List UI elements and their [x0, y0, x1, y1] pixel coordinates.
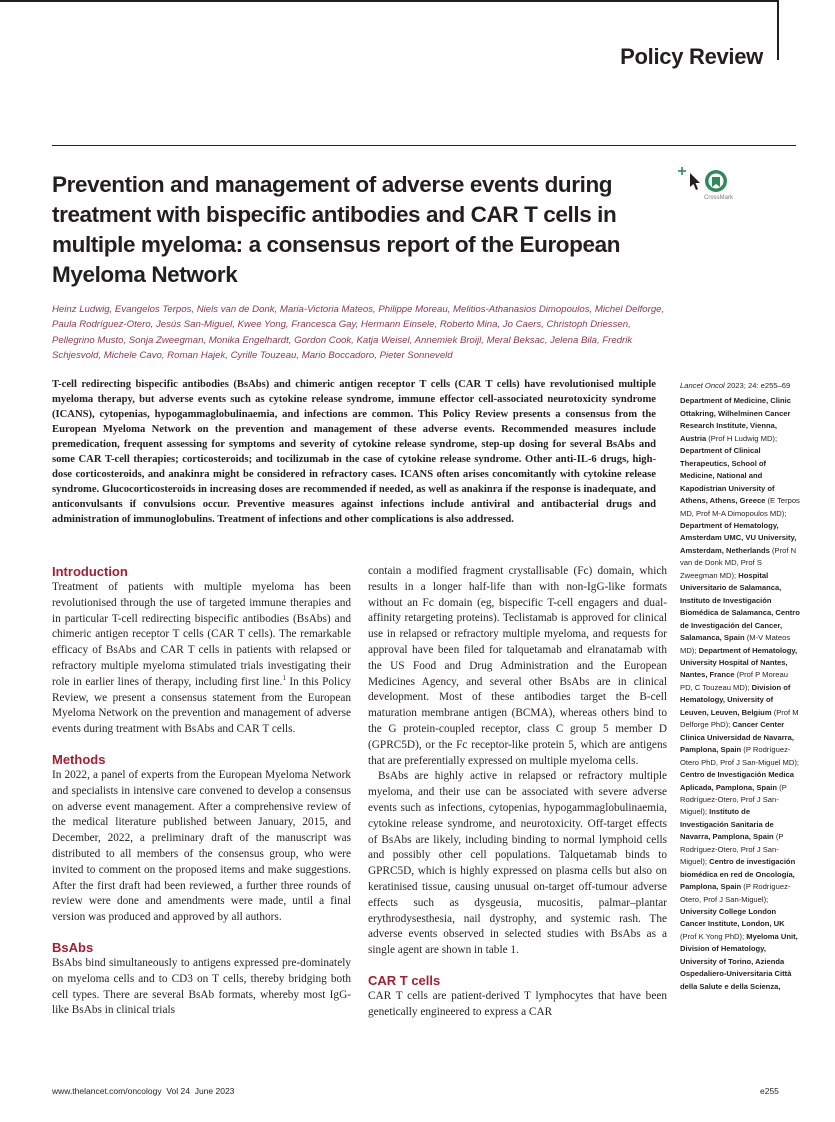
affiliation-authors: (P Rodríguez-Otero PhD, Prof J San-Miguel MD); — [680, 745, 800, 767]
heading-methods: Methods — [52, 751, 106, 767]
article-title: Prevention and management of adverse events during treatment with bispecific antibodies and CAR T cells in multiple myeloma: a consensus report of the European Myeloma Network — [52, 172, 621, 287]
affiliation-authors: (P Rodríguez-Otero, Prof J San-Miguel); — [680, 832, 784, 867]
affiliation-institution: Cancer Center Clinica Universidad de Navarra, Pamplona, Spain — [680, 720, 794, 755]
affiliation-authors: (Prof H Ludwig MD); — [706, 433, 778, 443]
affiliation-authors: (P Rodríguez-Otero, Prof J San-Miguel); — [680, 882, 791, 904]
affiliation-authors: (Prof P Moreau PD, C Touzeau MD); — [680, 670, 788, 692]
affiliation-authors: (P Rodríguez-Otero, Prof J San-Miguel); — [680, 782, 787, 817]
paragraph-introduction: Treatment of patients with multiple myeloma has been revolutionised through the use of targeted immune therapies and in particular T-cell redirecting bispecific antibodies (BsAbs) and chimeric antigen receptor T cells (CAR T cells). The remarkable efficacy of BsAbs and CAR T cells in patients with relapsed or refractory multiple myeloma stimulated trials investigating their role in earlier lines of therapy, including first line.$^1$ In this Policy Review, we present a consensus statement from the European Myeloma Network on the prevention and management of adverse events during treatment with BsAbs and CAR T cells. — [52, 581, 351, 736]
footer-journal-info — [52, 1086, 234, 1096]
affiliation-institution: Hospital Universitario de Salamanca, Instituto de Investigación Biomédica de Salamanca, Centro de Investigación del Cancer, Salamanca, Spain — [680, 570, 800, 643]
affiliation-authors: (E Terpos MD, Prof M-A Dimopoulos MD); — [680, 496, 800, 518]
affiliation-institution: Instituto de Investigación Sanitaria de Navarra, Pamplona, Spain — [680, 807, 774, 842]
summary-abstract: T-cell redirecting bispecific antibodies (BsAbs) and chimeric antigen receptor T cells (CAR T cells) have revolutionised multiple myeloma therapy, but adverse events such as cytokine release syndrome, immune effector cell-associated neurotoxicity syndrome (ICANS), cytopenias, hypogammaglobulinaemia, and infections are common. This Policy Review presents a consensus from the European Myeloma Network on the prevention and management of these adverse events. Recommended measures include premedication, frequent assessing for symptoms and severity of cytokine release syndrome, step-up dosing for several BsAbs and some CAR T-cell therapies; corticosteroids; and tocilizumab in the case of cytokine release syndrome. Other anti-IL-6 drugs, high-dose corticosteroids, and anakinra might be considered in refractory cases. ICANS often arises concomitantly with cytokine release syndrome. Glucocorticosteroids in increasing doses are recommended if needed, as well as anakinra if the response is inadequate, and anticonvulsants if convulsions occur. Preventive measures against infections include antiviral and antibacterial drugs and administration of immunoglobulins. Treatment of infections and other complications is also addressed. — [52, 379, 656, 525]
affiliation-authors: (Prof K Yong PhD); — [680, 931, 747, 941]
affiliation-institution: Department of Medicine, Clinic Ottakring, Wilhelminen Cancer Research Institute, Vienna, Austria — [680, 396, 791, 443]
header-divider — [52, 145, 796, 146]
affiliation-list — [680, 395, 800, 993]
section-label: Policy Review — [620, 44, 763, 69]
crossmark-label: CrossMark — [704, 195, 734, 201]
author-list: Heinz Ludwig, Evangelos Terpos, Niels van de Donk, Maria-Victoria Mateos, Philippe Moreau, Melitios-Athanasios Dimopoulos, Michel Delforge, Paula Rodríguez-Otero, Jesús San-Miguel, Kwee Yong, Francesca Gay, Hermann Einsele, Roberto Mina, Jo Caers, Christoph Driessen, Pellegrino Musto, Sonja Zweegman, Monika Engelhardt, Gordon Cook, Katja Weisel, Annemiek Broijl, Meral Beksac, Jelena Bila, Fredrik Schjesvold, Michele Cavo, Roman Hajek, Cyrille Touzeau, Mario Boccadoro, Pieter Sonneveld — [52, 304, 665, 361]
affiliation-institution: Centro de Investigación Medica Aplicada, Pamplona, Spain — [680, 770, 794, 792]
heading-introduction: Introduction — [52, 564, 128, 579]
affiliation-authors: (M-V Mateos MD); — [680, 633, 791, 655]
affiliation-institution: Centro de investigación biomédica en red de Oncología, Pamplona, Spain — [680, 857, 796, 892]
affiliation-institution: Department of Hematology, Amsterdam UMC, VU University, Amsterdam, Netherlands — [680, 520, 797, 555]
footer-volume: Vol 24 June 2023 — [161, 1086, 235, 1096]
affiliation-institution: Myeloma Unit, Division of Hematology, University of Torino, Azienda Ospedaliero-Universitaria Città della Salute e della Scienza, — [680, 931, 798, 991]
affiliation-authors: (Prof M Delforge PhD); — [680, 707, 799, 730]
affiliation-institution: University College London Cancer Institute, London, UK — [680, 907, 785, 929]
heading-car-t-cells: CAR T cells — [368, 972, 441, 988]
paragraph-bsabs-continued: contain a modified fragment crystallisable (Fc) domain, which results in a longer half-life than with non-IgG-like formats without an Fc domain (eg, bispecific T-cell engagers and dual-affinity retargeting proteins). Teclistamab is approved for clinical use in relapsed or refractory multiple myeloma, and requests for approval have been filed for talquetamab and elranatamab with the US Food and Drug Administration and the European Medicines Agency, and several other BsAbs are in clinical development. Most of these antibodies target the B-cell maturation membrane antigen (BCMA), whereas others bind to the G protein-coupled receptor, class C group 5 member D (GPRC5D), or the Fc receptor-like protein 5, which are antigens that are preferentially expressed on multiple myeloma cells. — [368, 565, 667, 767]
paragraph-bsabs-activity: BsAbs are highly active in relapsed or refractory multiple myeloma, and their use can be associated with severe adverse events such as infections, cytopenias, hypogammaglobulinaemia, cytokine release syndrome, and neurotoxicity. Off-target effects of BsAbs are likely, including binding to normal lymphoid cells and possibly other cell populations. Talquetamab binds to GPRC5D, which is highly expressed on plasma cells but also on keratinised tissue, causing unusual on-target off-tumour adverse effects such as dysgeusia, mucositis, palmar–plantar erythrodysesthesia, nail dystrophy, and systemic rash. The adverse events observed in selected studies with BsAbs as a single agent are shown in table 1. — [368, 770, 667, 957]
top-border-rule — [0, 0, 778, 2]
heading-bsabs: BsAbs — [52, 939, 94, 955]
affiliation-institution: Department of Clinical Therapeutics, School of Medicine, National and Kapodistrian University of Athens, Athens, Greece — [680, 446, 775, 506]
corner-rule — [777, 0, 779, 60]
affiliation-institution: Department of Hematology, University Hospital of Nantes, Nantes, France — [680, 645, 798, 680]
paragraph-bsabs: BsAbs bind simultaneously to antigens expressed pre-dominately on myeloma cells and to CD3 on T cells, thereby bridging both cell types. There are several BsAb formats, whereby most IgG-like BsAbs in clinical trials — [52, 956, 351, 1017]
reference-1[interactable]: 1 — [282, 674, 286, 683]
affiliation-institution: Division of Hematology, University of Leuven, Leuven, Belgium — [680, 682, 791, 717]
paragraph-car-t-cells: CAR T cells are patient-derived T lymphocytes that have been genetically engineered to express a CAR — [368, 989, 667, 1018]
paragraph-methods: In 2022, a panel of experts from the European Myeloma Network and specialists in intensive care convened to develop a consensus on adverse event management. After a comprehensive review of the medical literature published between January, 2015, and December, 2022, a preliminary draft of the manuscript was distributed to all members of the consensus group, who were invited to comment on the proposed items and make suggestions. After the first draft had been reviewed, a further three rounds of review were done and amendments were made, until a final version was produced and approved by all authors. — [52, 768, 351, 924]
footer-site[interactable]: www.thelancet.com/oncology — [52, 1086, 162, 1096]
body-column-right — [368, 564, 667, 1021]
citation-line: Lancet Oncol 2023; 24: e255–69 — [680, 381, 791, 390]
body-column-left — [52, 564, 351, 1019]
sidebar-affiliations — [680, 380, 800, 993]
affiliation-authors: (Prof N van de Donk MD, Prof S Zweegman MD); — [680, 545, 797, 580]
page-number: e255 — [760, 1086, 779, 1096]
